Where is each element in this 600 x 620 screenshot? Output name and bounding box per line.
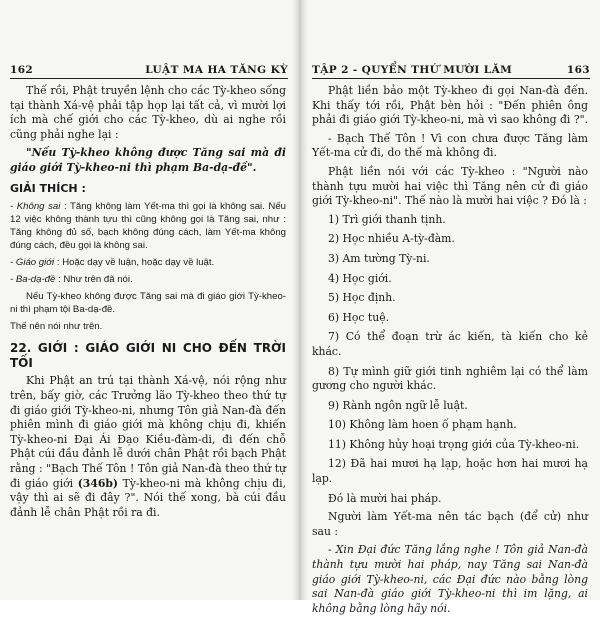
right-page-number: 163 (566, 64, 590, 76)
list-item: 8) Tự mình giữ giới tinh nghiêm lại có thể làm gương cho người khác. (312, 364, 588, 393)
note-closing: Thế nên nói như trên. (10, 321, 103, 333)
list-item: 1) Trì giới thanh tịnh. (328, 212, 446, 226)
note-khong-sai (10, 200, 286, 252)
list-item: 12) Đã hai mươi hạ lạp, hoặc hơn hai mươi hạ lạp. (312, 457, 588, 486)
list-item: 7) Có thể đoạn trừ ác kiến, tà kiến cho kẻ khác. (312, 330, 588, 358)
note-summary: Nếu Tỳ-kheo không được Tăng sai mà đi giáo giới Tỳ-kheo-ni thì phạm tội Ba-dạ-đề. (10, 291, 286, 316)
right-page-header (312, 58, 590, 79)
note-khong-sai-text: : Tăng không làm Yết-ma thì gọi là không sai. Nếu 12 việc không thành tựu thì cũng không gọi là Tăng sai, như : Tăng không đủ số, bạch không đúng cách, làm Yết-ma không đúng cách, đều gọi là không sai. (10, 201, 287, 252)
story-text-part-2: Tỳ-kheo-ni mà không chịu đi, vậy thì ai sẽ đi đây ?". Nói thế xong, bà cúi đầu đảnh lễ chân Phật rồi ra đi. (10, 476, 286, 519)
explanation-heading: GIẢI THÍCH : (10, 181, 86, 195)
twelve-rules-statement: Đó là mười hai pháp. (328, 491, 442, 505)
right-page (302, 0, 600, 615)
right-running-title: TẬP 2 - QUYỂN THỨ MƯỜI LĂM (312, 64, 513, 76)
recommendation: Người làm Yết-ma nên tác bạch (để cử) như sau : (312, 510, 588, 538)
section-title: 22. GIỚI : GIÁO GIỚI NI CHO ĐẾN TRỜI TỐI (10, 341, 286, 370)
list-item: 10) Không làm hoen ố phạm hạnh. (328, 418, 517, 432)
left-paragraph-story (10, 374, 286, 520)
note-giao-gioi (10, 256, 286, 269)
note-khong-sai-term: - Không sai (10, 201, 61, 213)
note-ba-da-de (10, 273, 286, 286)
list-item: 5) Học định. (328, 291, 396, 305)
right-paragraph-3: Phật liền nói với các Tỳ-kheo : "Người nào thành tựu mười hai việc thì Tăng nên cử đi giáo giới Tỳ-kheo-ni". Thế nào là mười hai việc ? Đó là : (312, 164, 588, 208)
right-paragraph-1: Phật liền bảo một Tỳ-kheo đi gọi Nan-đà đến. Khi thấy tới rồi, Phật bèn hỏi : "Đến phiên ông phải đi giáo giới Tỳ-kheo-ni, mà vì sao không đi ?". (312, 84, 589, 127)
left-page-body (10, 84, 286, 524)
list-item: 2) Học nhiều A-tỳ-đàm. (328, 232, 455, 246)
left-page-header (10, 58, 288, 79)
book-gutter (292, 0, 308, 600)
list-item: 9) Rành ngôn ngữ lễ luật. (328, 398, 468, 412)
list-item: 11) Không hủy hoại trọng giới của Tỳ-kheo-ni. (328, 437, 580, 451)
list-item: 3) Am tường Tỳ-ni. (328, 251, 430, 265)
story-text-part-1: Khi Phật an trú tại thành Xá-vệ, nói rộng như trên, bấy giờ, các Trưởng lão Tỳ-kheo theo thứ tự đi giáo giới Tỳ-kheo-ni, nhưng Tôn giả Nan-đà đến phiên mình đi giáo giới mà không chịu đi, khiến Tỳ-kheo-ni Đại Ái Đạo Kiều-đàm-di, đi đến chỗ Phật cúi đầu đảnh lễ dưới chân Phật rồi bạch Phật rằng : "Bạch Thế Tôn ! Tôn giả Nan-đà theo thứ tự đi giáo giới (10, 374, 286, 490)
story-page-reference: (346b) (77, 476, 119, 490)
right-page-body (312, 84, 588, 620)
note-ba-da-de-text: : Như trên đã nói. (58, 274, 133, 286)
left-paragraph-intro: Thế rồi, Phật truyền lệnh cho các Tỳ-kheo sống tại thành Xá-vệ phải tập họp lại tất cả, vì mười lợi ích mà chế giới cho các Tỳ-kheo, dù ai nghe rồi cũng phải nghe lại : (10, 84, 286, 141)
list-item: 4) Học giới. (328, 271, 392, 285)
left-running-title: LUẬT MA HA TĂNG KỲ (145, 64, 288, 76)
rule-quote: "Nếu Tỳ-kheo không được Tăng sai mà đi giáo giới Tỳ-kheo-ni thì phạm Ba-dạ-đề". (10, 146, 286, 174)
twelve-qualities-list (312, 213, 588, 487)
karma-formula: - Xin Đại đức Tăng lắng nghe ! Tôn giả Nan-đà thành tựu mười hai pháp, nay Tăng sai Nan-đà giáo giới Tỳ-kheo-ni, các Đại đức nào bằng lòng sai Nan-đà giáo giới Tỳ-kheo-ni thì im lặng, ai không bằng lòng hãy nói. (312, 543, 588, 615)
note-ba-da-de-term: - Ba-dạ-đề (10, 274, 56, 286)
list-item: 6) Học tuệ. (328, 310, 390, 324)
note-giao-gioi-text: : Hoặc dạy về luận, hoặc dạy về luật. (56, 257, 215, 269)
left-page (0, 0, 298, 600)
right-paragraph-2: - Bạch Thế Tôn ! Vì con chưa được Tăng làm Yết-ma cử đi, do thế mà không đi. (312, 131, 588, 160)
note-giao-gioi-term: - Giáo giới (10, 257, 55, 269)
left-page-number: 162 (10, 64, 34, 76)
